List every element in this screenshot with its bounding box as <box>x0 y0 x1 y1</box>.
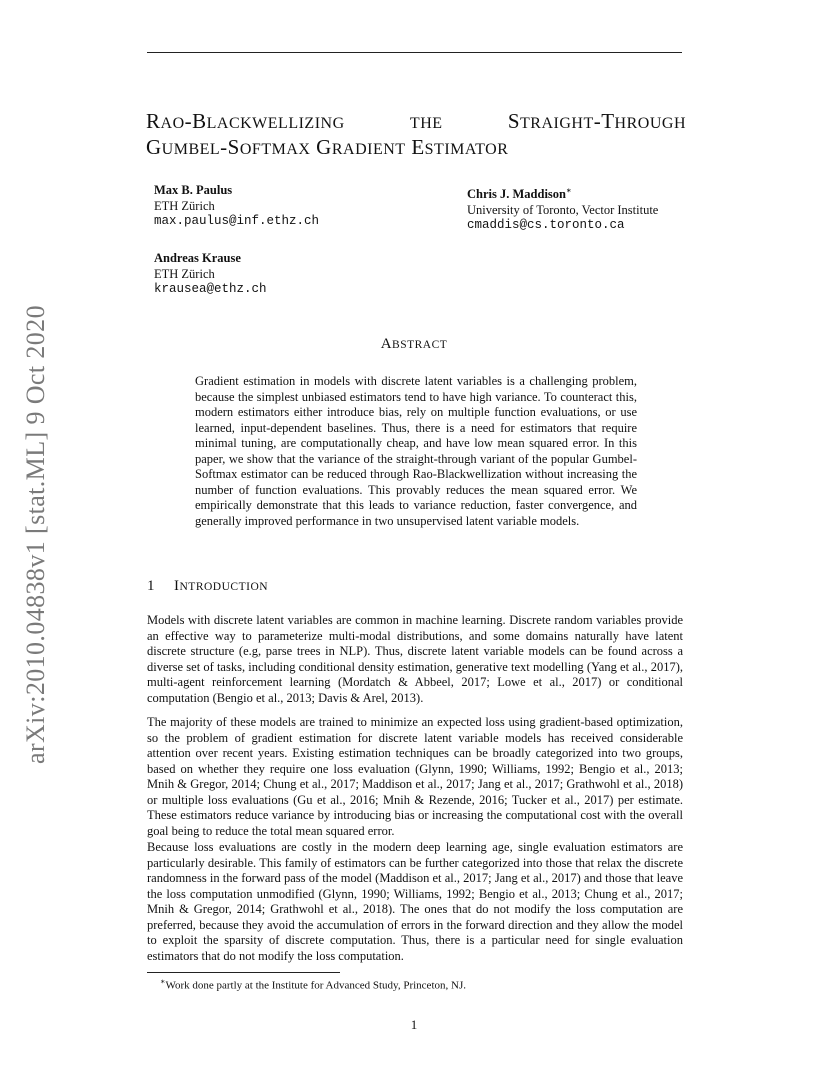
author-2 <box>467 183 658 234</box>
author-name: Chris J. Maddison <box>467 187 566 202</box>
abstract-text: Gradient estimation in models with discrete latent variables is a challenging problem, because the simplest unbiased estimators tend to have high variance. To counteract this, modern estimators either introduce bias, rely on multiple function evaluations, or use learned, input-dependent baselines. Thus, there is a need for estimators that require minimal tuning, are computationally cheap, and have low mean squared error. In this paper, we show that the variance of the straight-through variant of the popular Gumbel-Softmax estimator can be reduced through Rao-Blackwellization without increasing the number of function evaluations. This provably reduces the mean squared error. We empirically demonstrate that this leads to variance reduction, faster convergence, and generally improved performance in two unsupervised latent variable models. <box>195 374 637 528</box>
top-rule <box>147 52 682 53</box>
section-heading: 1 INTRODUCTION <box>147 578 269 594</box>
author-affiliation: ETH Zürich <box>154 266 215 281</box>
section-number: 1 <box>147 578 155 594</box>
author-affiliation: ETH Zürich <box>154 198 215 213</box>
author-name: Max B. Paulus <box>154 183 233 197</box>
paragraph-3: Because loss evaluations are costly in the modern deep learning age, single evaluation estimators are particularly desirable. This family of estimators can be further categorized into those that relax the discrete randomness in the forward pass of the model (Maddison et al., 2017; Jang et al., 2017) and those that leave the loss computation unmodified (Glynn, 1990; Williams, 1992; Bengio et al., 2013; Chung et al., 2017; Mnih & Gregor, 2014; Grathwohl et al., 2018). The ones that do not modify the loss computation are preferred, because they avoid the accumulation of errors in the forward direction and they allow the model to exploit the sparsity of discrete computation. Thus, there is a particular need for single evaluation estimators that do not modify the loss computation. <box>147 840 683 963</box>
footnote-marker[interactable]: ∗ <box>565 186 572 195</box>
abstract-heading: ABSTRACT <box>380 336 448 352</box>
footnote-text: Work done partly at the Institute for Advanced Study, Princeton, NJ. <box>165 979 466 992</box>
title-word-1: RAO-BLACKWELLIZING <box>146 109 345 133</box>
author-3 <box>154 251 267 298</box>
author-name: Andreas Krause <box>154 251 241 265</box>
footnote-rule <box>147 972 340 973</box>
author-1 <box>154 183 319 230</box>
author-email[interactable]: krausea@ethz.ch <box>154 282 267 296</box>
title-line-1 <box>146 108 686 137</box>
title-word-3: STRAIGHT-THROUGH <box>507 109 686 133</box>
paragraph-2: The majority of these models are trained to minimize an expected loss using gradient-based optimization, so the problem of gradient estimation for discrete latent variable models has received considerable attention over recent years. Existing estimation techniques can be broadly categorized into two groups, based on whether they require one loss evaluation (Glynn, 1990; Williams, 1992; Bengio et al., 2013; Mnih & Gregor, 2014; Chung et al., 2017; Maddison et al., 2017; Jang et al., 2017; Grathwohl et al., 2018) or multiple loss evaluations (Gu et al., 2016; Mnih & Rezende, 2016; Tucker et al., 2017) per estimate. These estimators reduce variance by introducing bias or increasing the computational cost with the overall goal being to reduce the total mean squared error. <box>147 715 683 838</box>
arxiv-stamp: arXiv:2010.04838v1 [stat.ML] 9 Oct 2020 <box>21 305 50 764</box>
footnote <box>160 977 466 992</box>
page-number: 1 <box>410 1017 418 1032</box>
author-email[interactable]: cmaddis@cs.toronto.ca <box>467 218 625 233</box>
title-word-2: THE <box>409 115 443 132</box>
title-line-2: GUMBEL-SOFTMAX GRADIENT ESTIMATOR <box>146 135 509 159</box>
author-email[interactable]: max.paulus@inf.ethz.ch <box>154 214 320 228</box>
footnote-marker: ∗ <box>160 977 166 986</box>
author-affiliation: University of Toronto, Vector Institute <box>467 202 659 217</box>
paragraph-1: Models with discrete latent variables are common in machine learning. Discrete random variables provide an effective way to parameterize multi-modal distributions, and some domains naturally have latent discrete structure (e.g, parse trees in NLP). Thus, discrete latent variable models can be found across a diverse set of tasks, including conditional density estimation, generative text modelling (Yang et al., 2017), multi-agent reinforcement learning (Mordatch & Abbeel, 2017; Lowe et al., 2017) or conditional computation (Bengio et al., 2013; Davis & Arel, 2013). <box>147 613 683 705</box>
